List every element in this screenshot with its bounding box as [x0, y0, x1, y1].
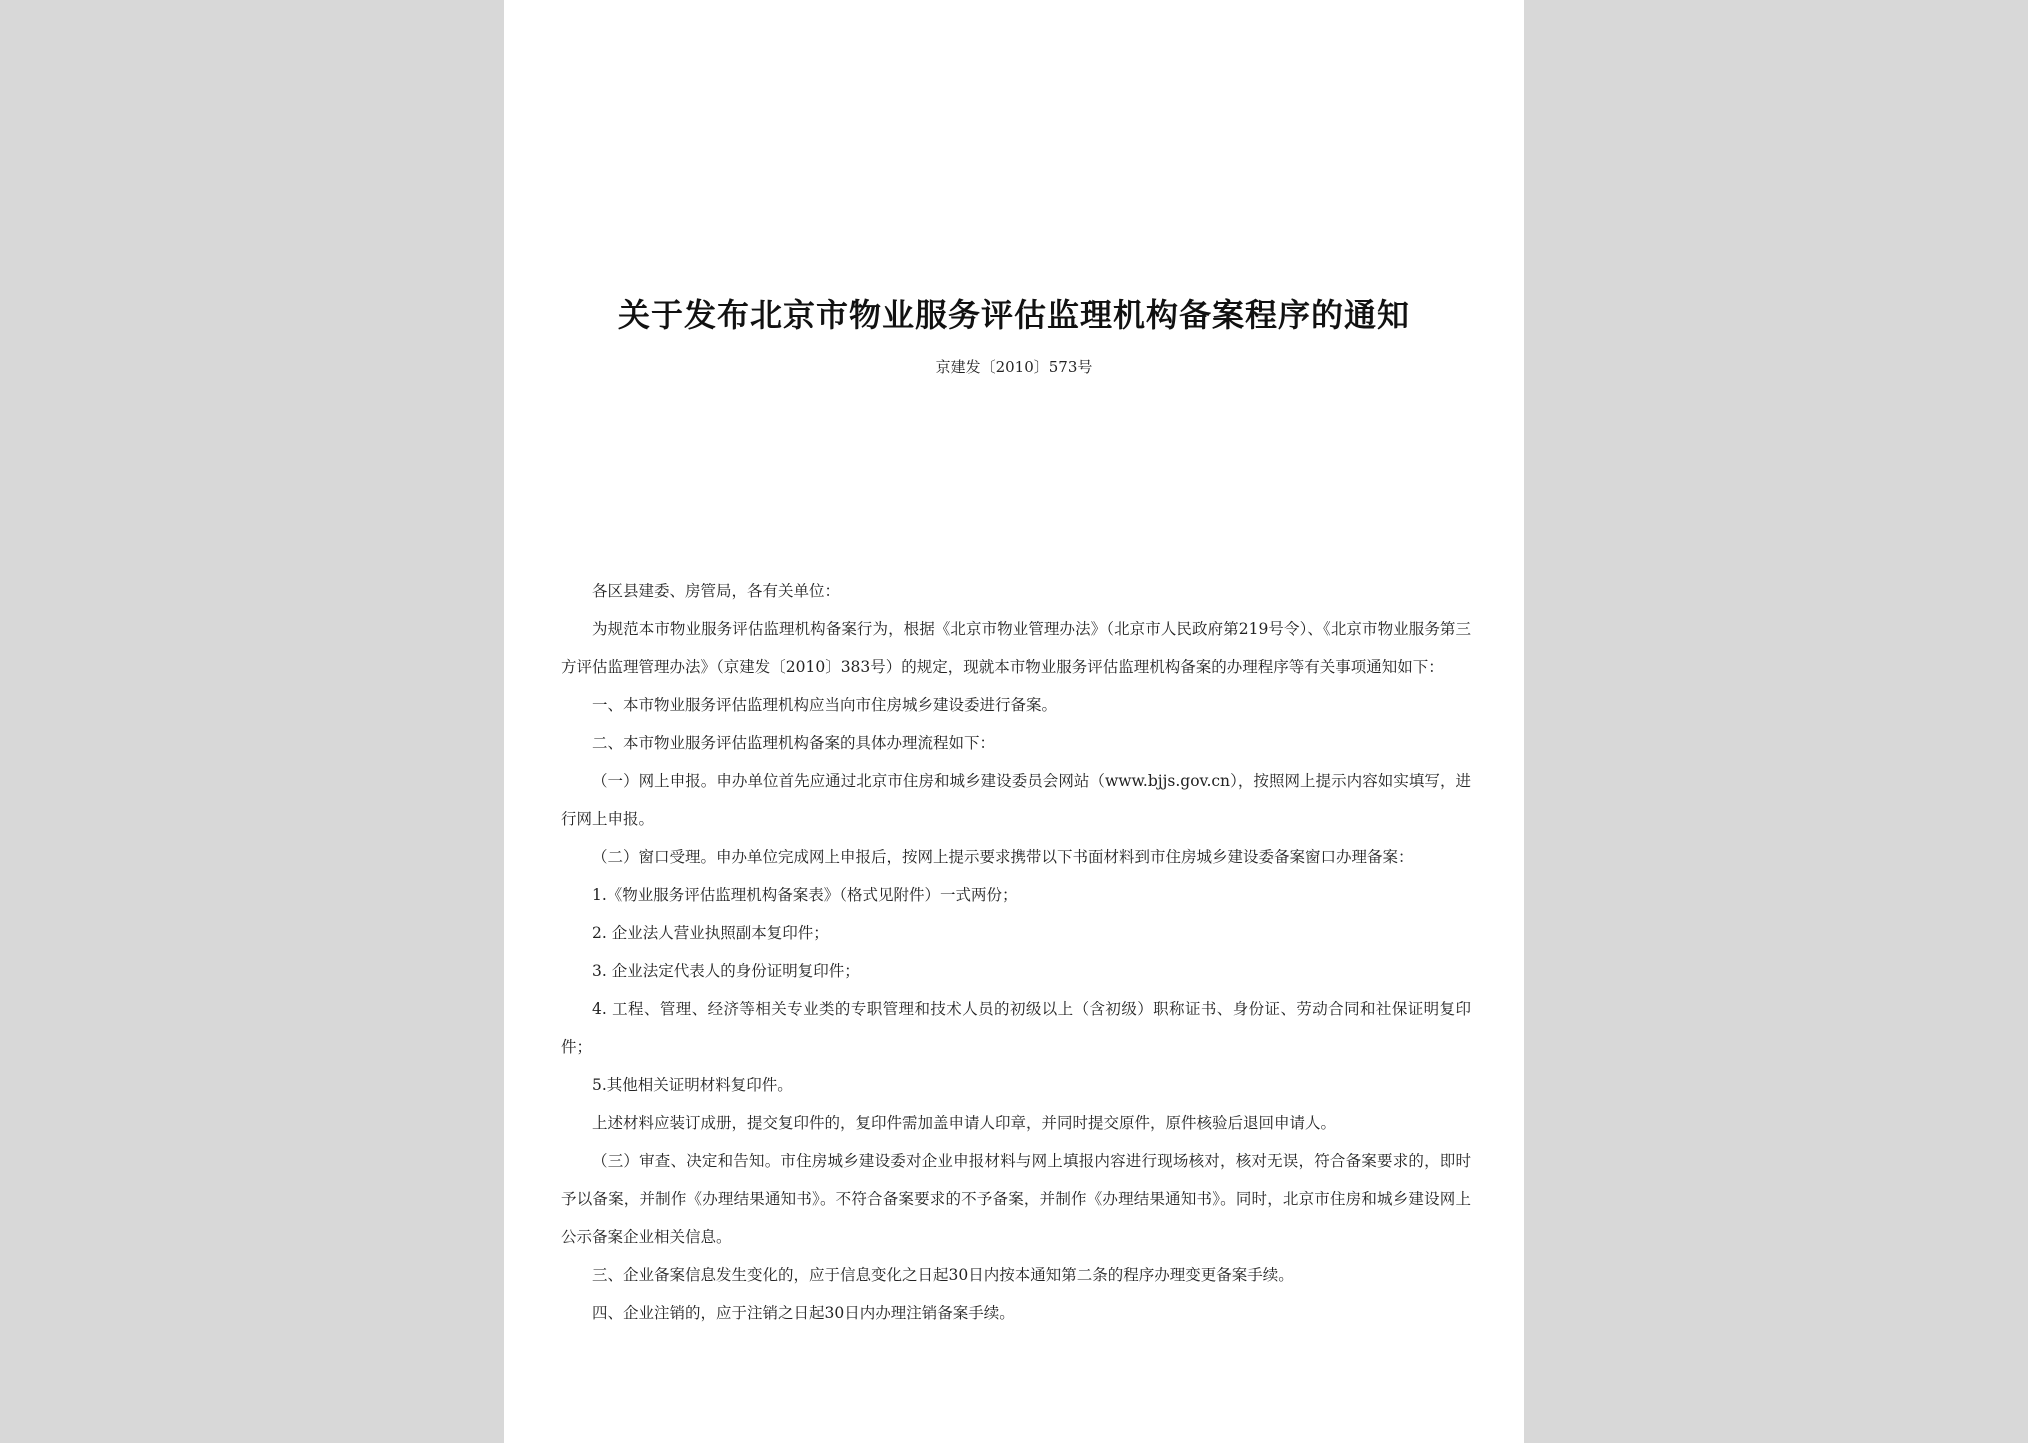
paragraph-binding-note: 上述材料应装订成册，提交复印件的，复印件需加盖申请人印章，并同时提交原件，原件核验后退回申请人。 — [592, 1114, 1337, 1132]
paragraph-section-2: 二、本市物业服务评估监理机构备案的具体办理流程如下： — [592, 734, 996, 752]
paragraph-section-3: 三、企业备案信息发生变化的，应于信息变化之日起30日内按本通知第二条的程序办理变更备案手续。 — [592, 1266, 1294, 1284]
document-page — [504, 0, 1524, 1443]
paragraph-section-1: 一、本市物业服务评估监理机构应当向市住房城乡建设委进行备案。 — [592, 696, 1058, 714]
paragraph-item-5: 5.其他相关证明材料复印件。 — [592, 1076, 793, 1094]
paragraph-salutation: 各区县建委、房管局，各有关单位： — [592, 582, 841, 600]
paragraph-intro: 为规范本市物业服务评估监理机构备案行为，根据《北京市物业管理办法》（北京市人民政府第219号令）、《北京市物业服务第三方评估监理管理办法》（京建发〔2010〕383号）的规定，现就本市物业服务评估监理机构备案的办理程序等有关事项通知如下： — [561, 620, 1471, 676]
document-body — [561, 572, 1471, 1332]
document-title: 关于发布北京市物业服务评估监理机构备案程序的通知 — [617, 296, 1410, 334]
document-number: 京建发〔2010〕573号 — [935, 358, 1093, 376]
paragraph-online-filing: （一）网上申报。申办单位首先应通过北京市住房和城乡建设委员会网站（www.bjjs.gov.cn），按照网上提示内容如实填写，进行网上申报。 — [561, 772, 1471, 828]
paragraph-item-2: 2. 企业法人营业执照副本复印件； — [592, 924, 829, 942]
paragraph-item-3: 3. 企业法定代表人的身份证明复印件； — [592, 962, 860, 980]
paragraph-item-1: 1.《物业服务评估监理机构备案表》（格式见附件）一式两份； — [592, 886, 1018, 904]
paragraph-review: （三）审查、决定和告知。市住房城乡建设委对企业申报材料与网上填报内容进行现场核对，核对无误，符合备案要求的，即时予以备案，并制作《办理结果通知书》。不符合备案要求的不予备案，并制作《办理结果通知书》。同时，北京市住房和城乡建设网上公示备案企业相关信息。 — [561, 1152, 1471, 1246]
paragraph-item-4: 4. 工程、管理、经济等相关专业类的专职管理和技术人员的初级以上（含初级）职称证书、身份证、劳动合同和社保证明复印件； — [561, 1000, 1471, 1056]
paragraph-section-4: 四、企业注销的，应于注销之日起30日内办理注销备案手续。 — [592, 1304, 1015, 1322]
paragraph-window-acceptance: （二）窗口受理。申办单位完成网上申报后，按网上提示要求携带以下书面材料到市住房城乡建设委备案窗口办理备案： — [592, 848, 1414, 866]
